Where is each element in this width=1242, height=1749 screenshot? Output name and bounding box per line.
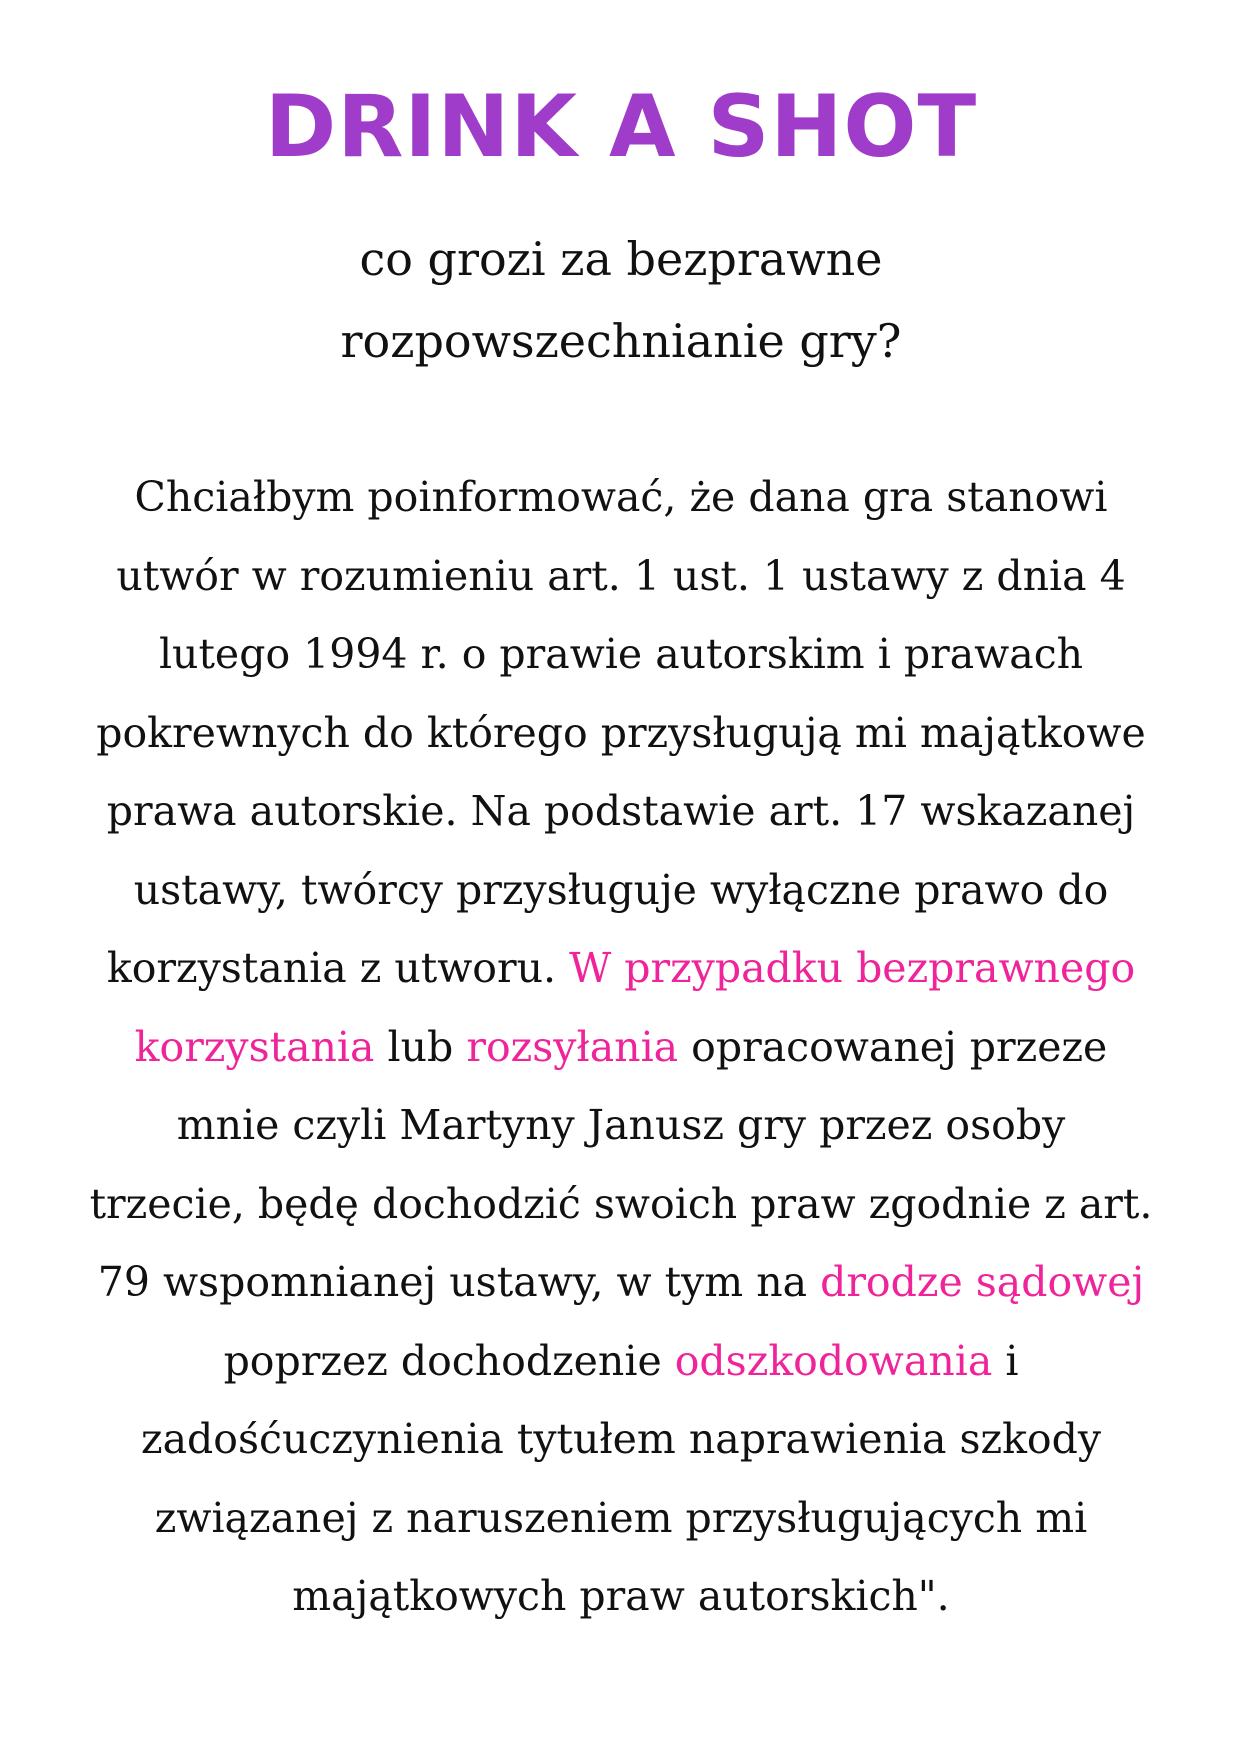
body-text-segment: zadośćuczynienia tytułem naprawienia szkody: [140, 1415, 1102, 1463]
body-line: [40, 1557, 1202, 1636]
body-text-segment: ustawy, twórcy przysługuje wyłączne prawo do: [133, 865, 1109, 914]
body-text-segment: i: [992, 1336, 1019, 1385]
highlighted-text: W przypadku bezprawnego: [569, 944, 1136, 992]
body-text-segment: lutego 1994 r. o prawie autorskim i prawach: [158, 630, 1084, 678]
body-text-segment: trzecie, będę dochodzić swoich praw zgodnie z art.: [89, 1179, 1153, 1228]
document-title: DRINK A SHOT: [264, 77, 978, 177]
body-text-segment: pokrewnych do którego przysługują mi majątkowe: [96, 708, 1146, 757]
highlighted-text: odszkodowania: [674, 1336, 993, 1385]
highlighted-text: korzystania: [134, 1022, 375, 1071]
body-text-segment: związanej z naruszeniem przysługujących mi: [154, 1493, 1088, 1542]
body-line: [40, 1322, 1202, 1401]
body-text-segment: prawa autorskie. Na podstawie art. 17 wskazanej: [106, 787, 1136, 835]
body-line: [40, 615, 1202, 694]
body-text-segment: utwór w rozumieniu art. 1 ust. 1 ustawy z dnia 4: [116, 551, 1126, 600]
document-body: [40, 458, 1202, 1636]
body-line: [40, 1008, 1202, 1087]
document-subtitle: [100, 218, 1142, 382]
body-line: [40, 1165, 1202, 1244]
body-line: [40, 1086, 1202, 1165]
body-line: [40, 851, 1202, 930]
body-line: [40, 1479, 1202, 1558]
subtitle-line: co grozi za bezprawne: [359, 232, 883, 286]
body-line: [40, 458, 1202, 537]
subtitle-line: rozpowszechnianie gry?: [340, 314, 902, 368]
body-text-segment: korzystania z utworu.: [106, 944, 570, 992]
body-line: [40, 772, 1202, 851]
body-line: [40, 1243, 1202, 1322]
body-line: [40, 1400, 1202, 1479]
body-text-segment: lub: [374, 1022, 467, 1071]
body-text-segment: mnie czyli Martyny Janusz gry przez osoby: [176, 1101, 1066, 1149]
body-text-segment: opracowanej przeze: [678, 1022, 1108, 1071]
body-line: [40, 537, 1202, 616]
body-text-segment: 79 wspomnianej ustawy, w tym na: [97, 1258, 821, 1306]
body-text-segment: majątkowych praw autorskich".: [292, 1572, 950, 1620]
highlighted-text: drodze sądowej: [820, 1258, 1145, 1306]
highlighted-text: rozsyłania: [466, 1022, 679, 1071]
body-line: [40, 694, 1202, 773]
body-line: [40, 929, 1202, 1008]
body-text-segment: Chciałbym poinformować, że dana gra stanowi: [134, 473, 1108, 521]
body-text-segment: poprzez dochodzenie: [223, 1336, 675, 1385]
